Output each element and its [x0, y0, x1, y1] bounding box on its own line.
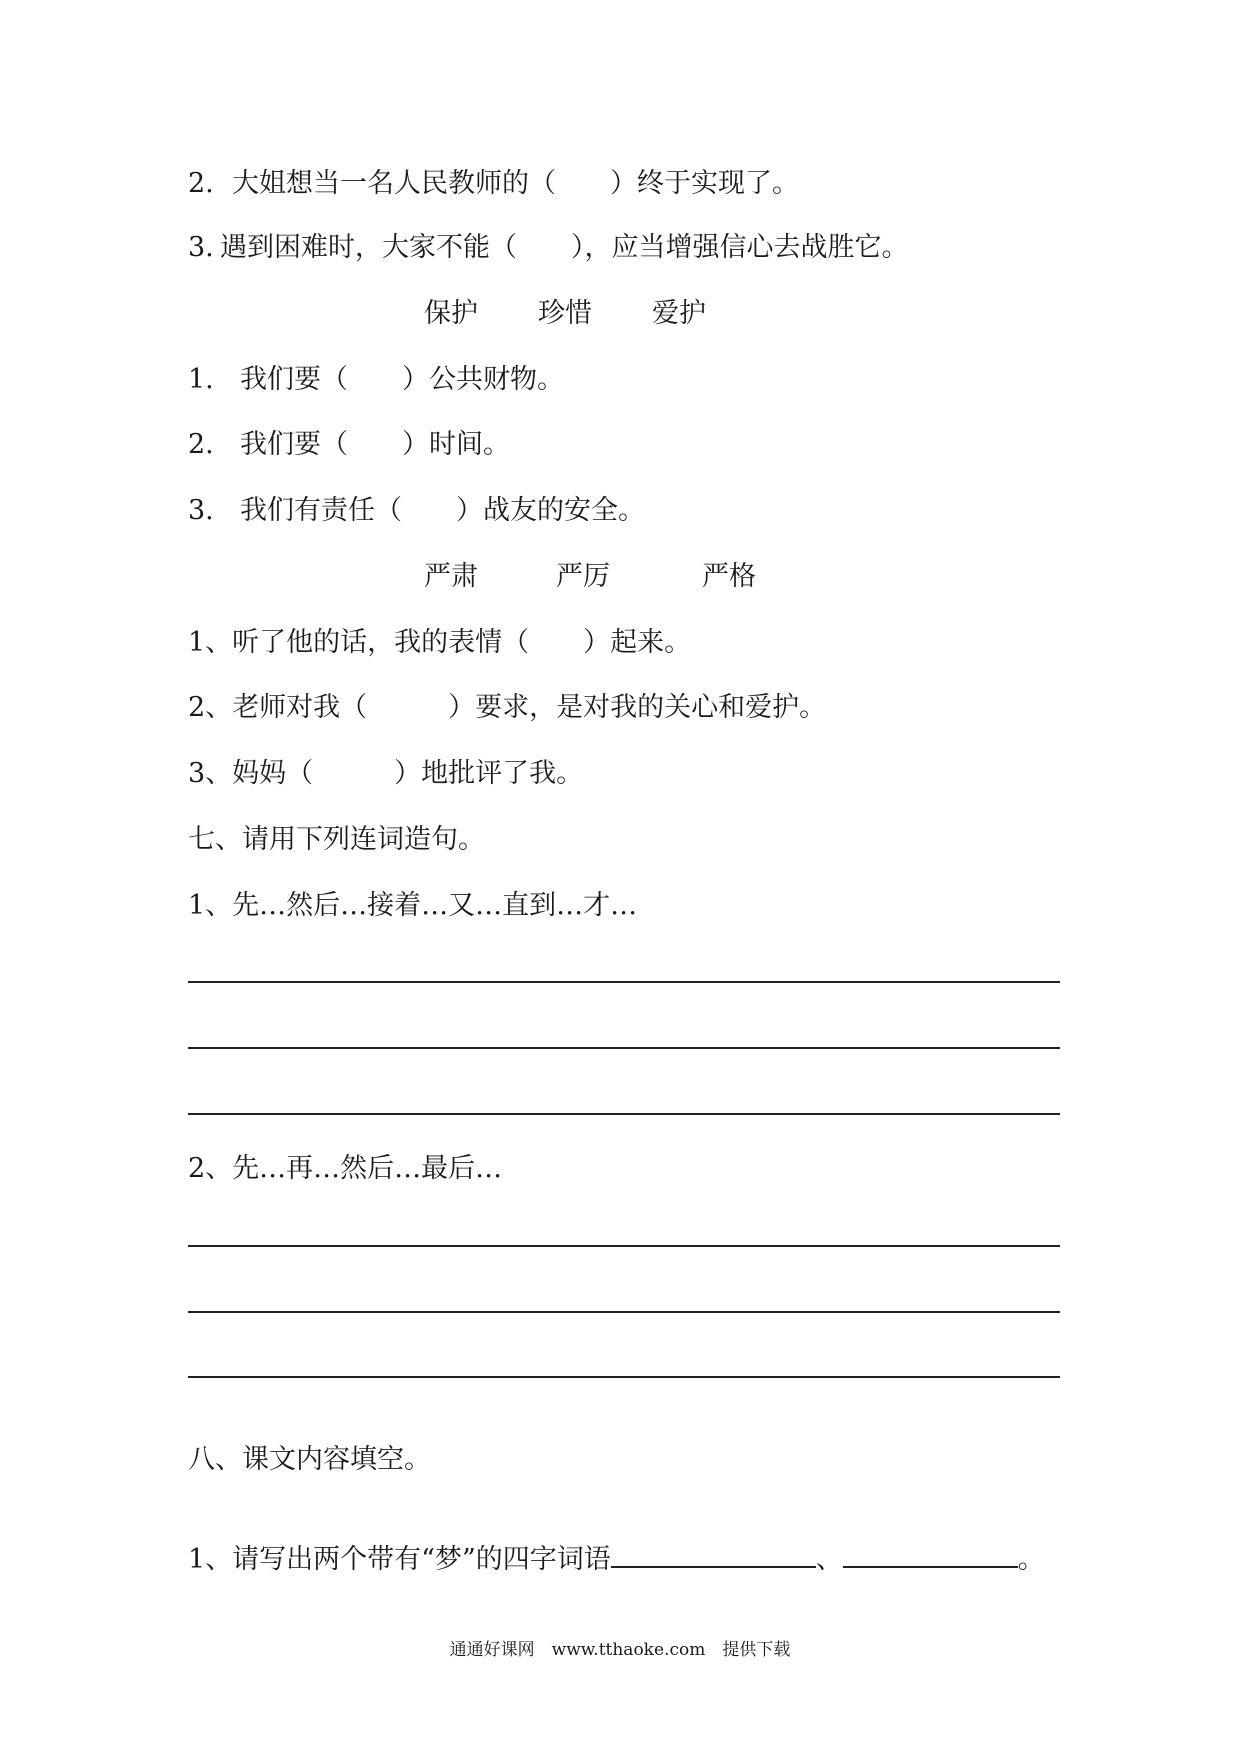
end-mark: 。 — [1017, 1544, 1045, 1575]
fill-blank[interactable] — [611, 1540, 816, 1568]
question-text: 1、请写出两个带有“梦”的四字词语 — [188, 1544, 611, 1575]
question-line — [188, 1540, 1045, 1578]
question-number: 1. — [188, 364, 214, 395]
page-footer: 通通好课网 www.tthaoke.com 提供下载 — [449, 1640, 791, 1660]
question-text: 2、老师对我（ ）要求，是对我的关心和爱护。 — [188, 692, 827, 723]
question-line — [188, 625, 691, 661]
section-heading: 八、课文内容填空。 — [188, 1444, 431, 1475]
question-line — [188, 362, 564, 398]
word-choice: 爱护 — [652, 298, 706, 329]
question-number: 3. — [188, 495, 214, 526]
question-number: 3. — [188, 232, 214, 263]
question-text: 遇到困难时，大家不能（ ），应当增强信心去战胜它。 — [220, 232, 909, 263]
question-text: 我们要（ ）公共财物。 — [240, 364, 564, 395]
question-line — [188, 756, 583, 792]
word-choice: 严厉 — [556, 561, 610, 592]
question-text: 1、听了他的话，我的表情（ ）起来。 — [188, 627, 692, 658]
answer-line[interactable] — [188, 981, 1060, 983]
answer-line[interactable] — [188, 1047, 1060, 1049]
answer-line[interactable] — [188, 1376, 1060, 1378]
word-choice: 严肃 — [424, 561, 478, 592]
question-number: 2. — [188, 429, 214, 460]
fill-blank[interactable] — [843, 1540, 1018, 1568]
question-line — [188, 690, 826, 726]
word-choices — [424, 559, 756, 595]
question-number: 2. — [188, 168, 214, 199]
question-line — [188, 493, 645, 529]
word-choice: 珍惜 — [538, 298, 592, 329]
question-text: 我们要（ ）时间。 — [240, 429, 510, 460]
answer-line[interactable] — [188, 1113, 1060, 1115]
question-text: 大姐想当一名人民教师的（ ）终于实现了。 — [232, 168, 799, 199]
question-text: 3、妈妈（ ）地批评了我。 — [188, 758, 584, 789]
question-line — [188, 230, 909, 266]
word-choice: 保护 — [424, 298, 478, 329]
answer-line[interactable] — [188, 1245, 1060, 1247]
question-line — [188, 427, 510, 463]
answer-line[interactable] — [188, 1311, 1060, 1313]
word-choice: 严格 — [702, 561, 756, 592]
question-line: 1、先…然后…接着…又…直到…才… — [188, 890, 638, 921]
question-line — [188, 166, 799, 202]
question-line: 2、先…再…然后…最后… — [188, 1153, 503, 1184]
question-text: 我们有责任（ ）战友的安全。 — [240, 495, 645, 526]
separator: 、 — [815, 1544, 843, 1575]
word-choices — [424, 296, 706, 332]
section-heading: 七、请用下列连词造句。 — [188, 824, 485, 855]
